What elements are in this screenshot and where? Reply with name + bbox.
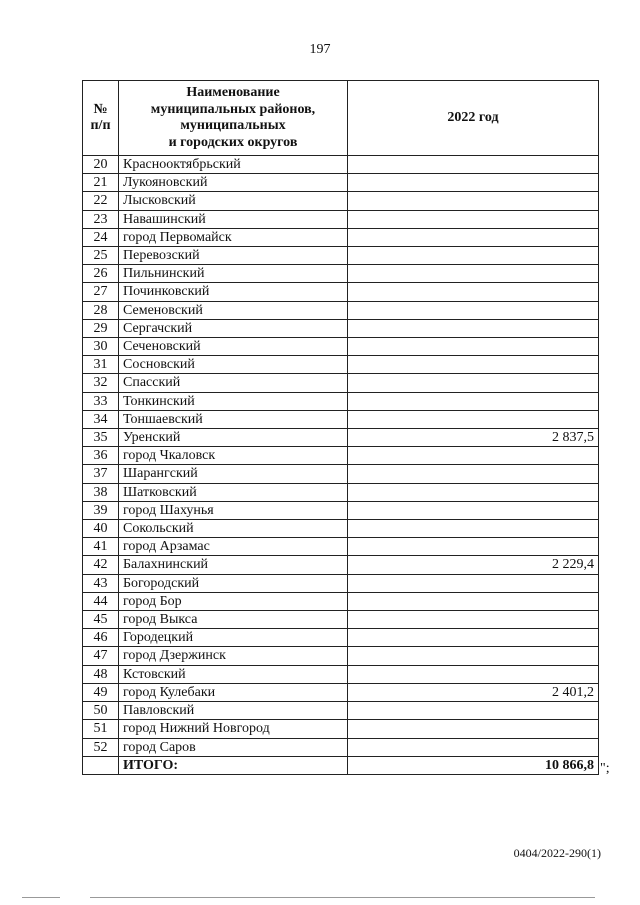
table-row bbox=[83, 301, 599, 319]
row-number: 42 bbox=[83, 556, 119, 574]
district-name: Сеченовский bbox=[119, 338, 348, 356]
scan-artifact-line bbox=[22, 897, 60, 898]
row-value bbox=[348, 247, 599, 265]
row-number: 38 bbox=[83, 483, 119, 501]
row-value bbox=[348, 283, 599, 301]
row-number: 50 bbox=[83, 702, 119, 720]
scan-artifact-line bbox=[90, 897, 595, 898]
row-value bbox=[348, 319, 599, 337]
row-number: 32 bbox=[83, 374, 119, 392]
table-row bbox=[83, 556, 599, 574]
district-name: Тонкинский bbox=[119, 392, 348, 410]
district-name: Тоншаевский bbox=[119, 410, 348, 428]
table-row bbox=[83, 429, 599, 447]
district-name: Сосновский bbox=[119, 356, 348, 374]
row-number: 22 bbox=[83, 192, 119, 210]
district-name: город Нижний Новгород bbox=[119, 720, 348, 738]
table-row bbox=[83, 738, 599, 756]
district-name: Краснооктябрьский bbox=[119, 156, 348, 174]
district-name: город Саров bbox=[119, 738, 348, 756]
table-row bbox=[83, 447, 599, 465]
district-name: Городецкий bbox=[119, 629, 348, 647]
row-value bbox=[348, 738, 599, 756]
row-number: 28 bbox=[83, 301, 119, 319]
row-number: 36 bbox=[83, 447, 119, 465]
district-name: город Первомайск bbox=[119, 228, 348, 246]
row-number: 20 bbox=[83, 156, 119, 174]
table-row bbox=[83, 520, 599, 538]
table-row bbox=[83, 319, 599, 337]
district-name: Перевозский bbox=[119, 247, 348, 265]
table-row bbox=[83, 702, 599, 720]
table-row bbox=[83, 683, 599, 701]
district-name: Балахнинский bbox=[119, 556, 348, 574]
row-value bbox=[348, 520, 599, 538]
district-name: Лукояновский bbox=[119, 174, 348, 192]
table-header-row bbox=[83, 81, 599, 156]
row-number: 46 bbox=[83, 629, 119, 647]
row-number: 25 bbox=[83, 247, 119, 265]
table-row bbox=[83, 592, 599, 610]
row-value bbox=[348, 410, 599, 428]
row-number: 26 bbox=[83, 265, 119, 283]
table-row bbox=[83, 483, 599, 501]
table-row bbox=[83, 574, 599, 592]
row-number: 43 bbox=[83, 574, 119, 592]
table-row bbox=[83, 156, 599, 174]
row-value: 2 229,4 bbox=[348, 556, 599, 574]
row-number: 51 bbox=[83, 720, 119, 738]
table-row bbox=[83, 210, 599, 228]
district-name: Сокольский bbox=[119, 520, 348, 538]
row-value bbox=[348, 574, 599, 592]
district-name: Уренский bbox=[119, 429, 348, 447]
row-value bbox=[348, 374, 599, 392]
row-number: 23 bbox=[83, 210, 119, 228]
row-value bbox=[348, 392, 599, 410]
row-value bbox=[348, 210, 599, 228]
table-row bbox=[83, 501, 599, 519]
district-name: город Шахунья bbox=[119, 501, 348, 519]
row-value bbox=[348, 665, 599, 683]
row-value bbox=[348, 265, 599, 283]
table-row bbox=[83, 665, 599, 683]
row-number: 52 bbox=[83, 738, 119, 756]
table-row bbox=[83, 283, 599, 301]
row-number: 49 bbox=[83, 683, 119, 701]
district-name: Навашинский bbox=[119, 210, 348, 228]
row-number: 27 bbox=[83, 283, 119, 301]
row-number: 21 bbox=[83, 174, 119, 192]
row-value bbox=[348, 483, 599, 501]
district-name: Семеновский bbox=[119, 301, 348, 319]
district-name: Спасский bbox=[119, 374, 348, 392]
row-value bbox=[348, 720, 599, 738]
header-num: № п/п bbox=[83, 81, 119, 156]
row-value bbox=[348, 592, 599, 610]
table-row bbox=[83, 392, 599, 410]
row-number: 39 bbox=[83, 501, 119, 519]
row-value bbox=[348, 501, 599, 519]
table-row bbox=[83, 265, 599, 283]
header-year: 2022 год bbox=[348, 81, 599, 156]
table-row bbox=[83, 611, 599, 629]
closing-quote-mark: "; bbox=[600, 761, 610, 776]
table-row bbox=[83, 356, 599, 374]
table-row bbox=[83, 228, 599, 246]
row-value bbox=[348, 192, 599, 210]
district-name: Богородский bbox=[119, 574, 348, 592]
row-value bbox=[348, 611, 599, 629]
district-name: Шатковский bbox=[119, 483, 348, 501]
district-name: город Кулебаки bbox=[119, 683, 348, 701]
table-row bbox=[83, 720, 599, 738]
row-value bbox=[348, 228, 599, 246]
row-number: 47 bbox=[83, 647, 119, 665]
total-label: ИТОГО: bbox=[119, 756, 348, 774]
district-name: город Арзамас bbox=[119, 538, 348, 556]
row-value bbox=[348, 702, 599, 720]
row-value bbox=[348, 301, 599, 319]
table-row bbox=[83, 174, 599, 192]
row-value: 2 837,5 bbox=[348, 429, 599, 447]
table-row bbox=[83, 410, 599, 428]
row-value: 2 401,2 bbox=[348, 683, 599, 701]
row-number: 40 bbox=[83, 520, 119, 538]
page-number: 197 bbox=[309, 42, 331, 57]
district-name: город Бор bbox=[119, 592, 348, 610]
row-value bbox=[348, 156, 599, 174]
row-value bbox=[348, 465, 599, 483]
row-value bbox=[348, 338, 599, 356]
total-row bbox=[83, 756, 599, 774]
row-value bbox=[348, 629, 599, 647]
district-name: Пильнинский bbox=[119, 265, 348, 283]
row-number: 41 bbox=[83, 538, 119, 556]
district-name: Павловский bbox=[119, 702, 348, 720]
district-name: город Выкса bbox=[119, 611, 348, 629]
row-number: 29 bbox=[83, 319, 119, 337]
row-number: 48 bbox=[83, 665, 119, 683]
table-row bbox=[83, 247, 599, 265]
table-row bbox=[83, 465, 599, 483]
table-row bbox=[83, 374, 599, 392]
row-number: 33 bbox=[83, 392, 119, 410]
row-value bbox=[348, 174, 599, 192]
total-value: 10 866,8 bbox=[348, 756, 599, 774]
row-value bbox=[348, 647, 599, 665]
row-number: 30 bbox=[83, 338, 119, 356]
budget-table bbox=[82, 80, 599, 775]
row-number: 45 bbox=[83, 611, 119, 629]
table-row bbox=[83, 647, 599, 665]
row-value bbox=[348, 447, 599, 465]
row-number: 35 bbox=[83, 429, 119, 447]
district-name: Починковский bbox=[119, 283, 348, 301]
total-num-cell bbox=[83, 756, 119, 774]
header-name: Наименование муниципальных районов, муниципальных и городских округов bbox=[119, 81, 348, 156]
table-row bbox=[83, 629, 599, 647]
table-row bbox=[83, 192, 599, 210]
row-number: 37 bbox=[83, 465, 119, 483]
district-name: Сергачский bbox=[119, 319, 348, 337]
table-row bbox=[83, 538, 599, 556]
row-number: 24 bbox=[83, 228, 119, 246]
row-number: 44 bbox=[83, 592, 119, 610]
district-name: город Дзержинск bbox=[119, 647, 348, 665]
row-number: 31 bbox=[83, 356, 119, 374]
district-name: город Чкаловск bbox=[119, 447, 348, 465]
row-value bbox=[348, 356, 599, 374]
row-number: 34 bbox=[83, 410, 119, 428]
district-name: Кстовский bbox=[119, 665, 348, 683]
district-name: Лысковский bbox=[119, 192, 348, 210]
row-value bbox=[348, 538, 599, 556]
district-name: Шарангский bbox=[119, 465, 348, 483]
table-row bbox=[83, 338, 599, 356]
document-code: 0404/2022-290(1) bbox=[513, 846, 601, 860]
